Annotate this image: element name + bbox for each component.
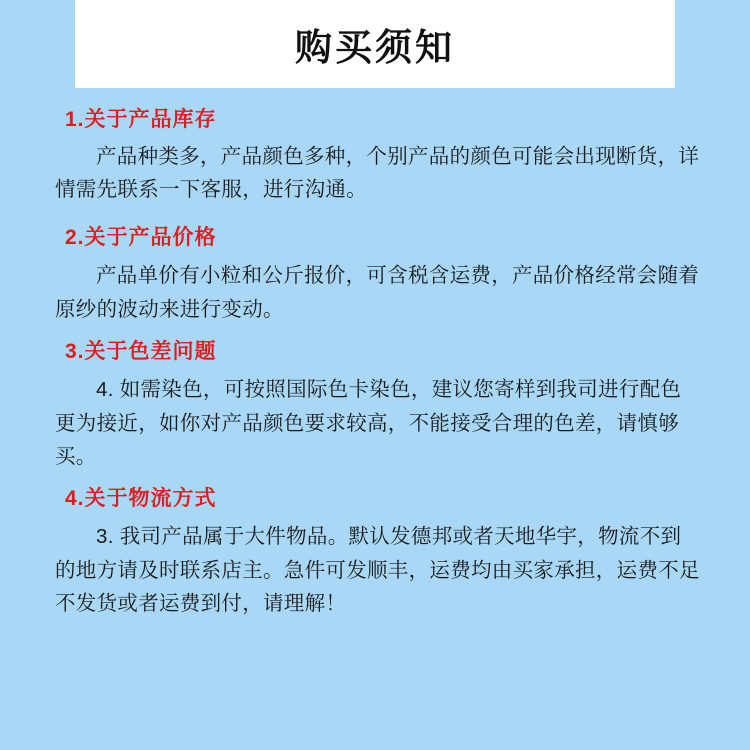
section-heading: 1.关于产品库存 <box>65 108 217 131</box>
section-logistics <box>55 483 702 620</box>
section-product-stock <box>55 104 702 206</box>
page-title: 购买须知 <box>295 27 455 68</box>
title-banner <box>75 0 675 88</box>
section-body: 3. 我司产品属于大件物品。默认发德邦或者天地华宇，物流不到的地方请及时联系店主。急件可发顺丰，运费均由买家承担，运费不足不发货或者运费到付，请理解！ <box>55 525 700 615</box>
section-color-difference <box>55 336 702 473</box>
section-heading: 2.关于产品价格 <box>65 225 217 249</box>
section-body: 4. 如需染色，可按照国际色卡染色，建议您寄样到我司进行配色更为接近，如你对产品颜色要求较高，不能接受合理的色差，请慎够买。 <box>55 378 682 468</box>
notice-content <box>0 104 750 636</box>
section-body: 产品单价有小粒和公斤报价，可含税含运费，产品价格经常会随着原纱的波动来进行变动。 <box>55 264 700 321</box>
section-product-price <box>55 222 702 326</box>
section-body: 产品种类多，产品颜色多种，个别产品的颜色可能会出现断货，详情需先联系一下客服，进行沟通。 <box>55 144 700 201</box>
section-heading: 3.关于色差问题 <box>65 339 217 363</box>
section-heading: 4.关于物流方式 <box>65 486 217 510</box>
